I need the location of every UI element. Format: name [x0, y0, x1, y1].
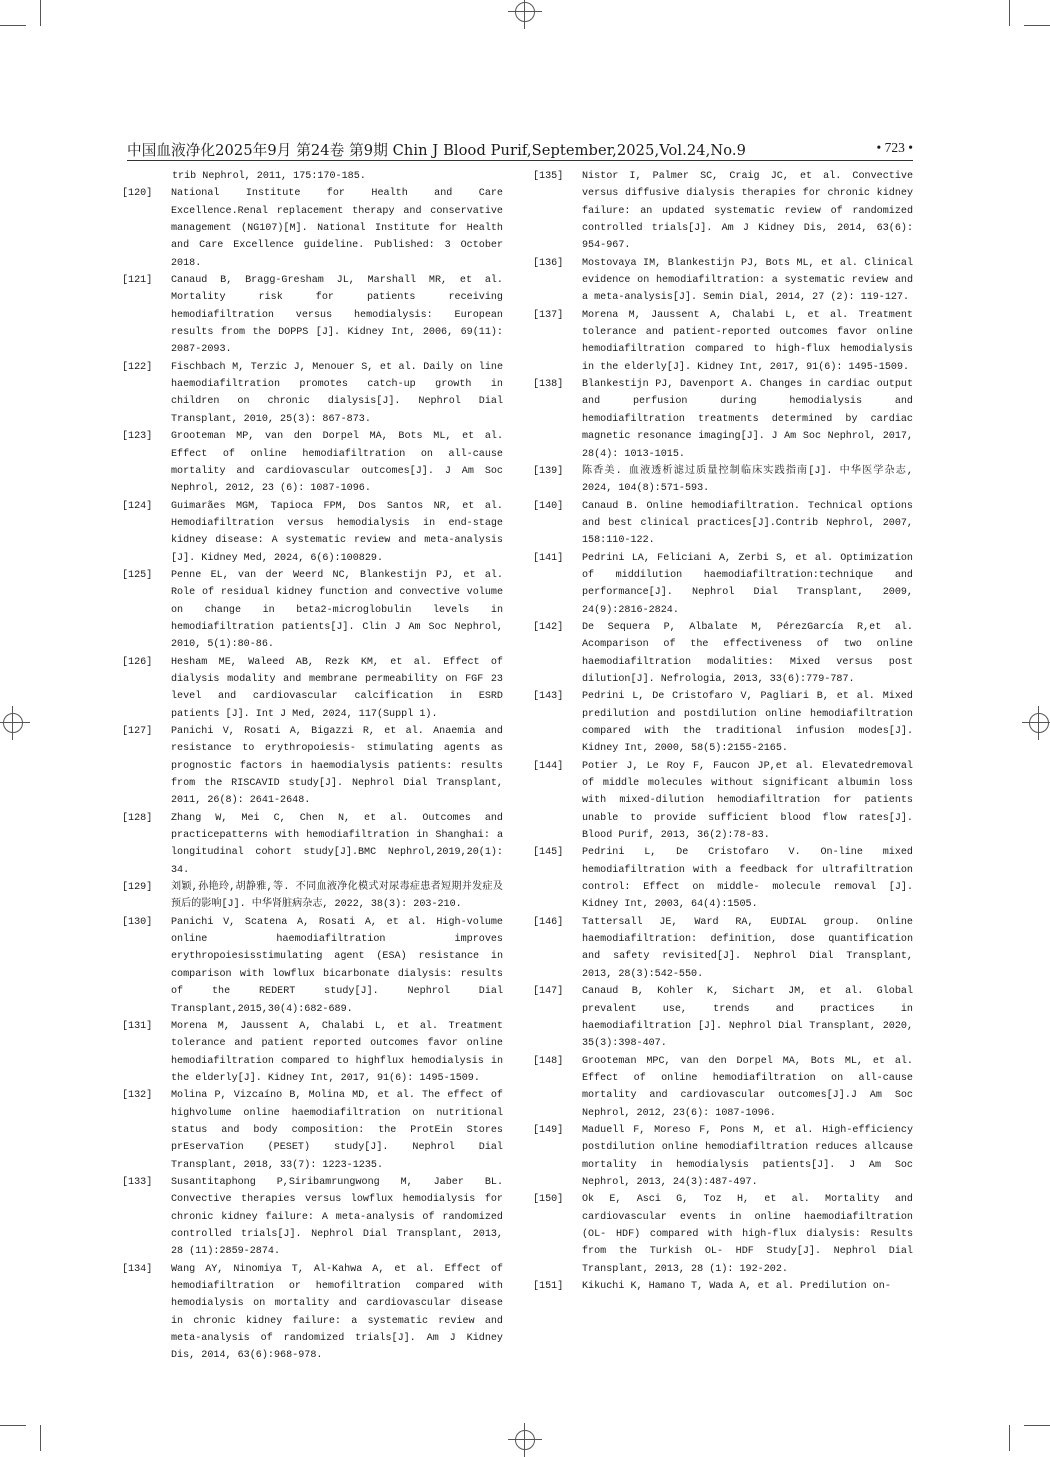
- reference-item: [533, 758, 913, 845]
- reference-text: Morena M, Jaussent A, Chalabi L, et al. Treatment tolerance and patient-reported outcomes favor online hemodiafiltration compared to high-flux hemodialysis in the elderly[J]. Kidney Int, 2017, 91(6): 1495-1509.: [582, 309, 913, 373]
- reference-number: [120]: [122, 188, 153, 200]
- reference-item: [122, 1018, 503, 1087]
- reference-text: Ok E, Asci G, Toz H, et al. Mortality and cardiovascular events in online haemodiafiltration (OL- HDF) compared with high-flux dialysis: Results from the Turkish OL- HDF Study[J]. Nephrol Dial Transplant, 2013, 28 (1): 192-202.: [582, 1194, 913, 1275]
- reference-text: Canaud B. Online hemodiafiltration. Technical options and best clinical practices[J].Contrib Nephrol, 2007, 158:110-122.: [582, 500, 913, 547]
- reference-item: [122, 654, 503, 723]
- reference-text: Grooteman MPC, van den Dorpel MA, Bots ML, et al. Effect of online hemodiafiltration on all-cause mortality and cardiovascular outcomes[J].J Am Soc Nephrol, 2012, 23(6): 1087-1096.: [582, 1055, 913, 1119]
- registration-mark: [508, 1423, 542, 1457]
- reference-item: [533, 1122, 913, 1191]
- reference-item: [122, 810, 503, 879]
- reference-text: Pedrini L, De Cristofaro V. On-line mixed hemodiafiltration with a feedback for ultrafiltration control: Effect on middle- molecule removal [J]. Kidney Int, 2003, 64(4):1505.: [582, 847, 913, 911]
- reference-number: [133]: [122, 1176, 153, 1188]
- reference-item: [122, 359, 503, 428]
- crop-mark: [0, 25, 26, 26]
- reference-text: Fischbach M, Terzic J, Menouer S, et al. Daily on line haemodiafiltration promotes catch-up growth in children on chronic dialysis[J]. Nephrol Dial Transplant, 2010, 25(3): 867-873.: [171, 361, 503, 425]
- crop-mark: [40, 0, 41, 26]
- reference-number: [151]: [533, 1281, 564, 1292]
- reference-text: Penne EL, van der Weerd NC, Blankestijn PJ, et al. Role of residual kidney function and convective volume on change in beta2-microglobulin levels in hemodiafiltration patients[J]. Clin J Am Soc Nephrol, 2010, 5(1):80-86.: [171, 569, 503, 651]
- reference-text: Guimarães MGM, Tapioca FPM, Dos Santos NR, et al. Hemodiafiltration versus hemodialysis in end-stage kidney disease: A systematic review and meta-analysis [J]. Kidney Med, 2024, 6(6):100829.: [171, 500, 503, 564]
- reference-text: Pedrini LA, Feliciani A, Zerbi S, et al. Optimization of middilution haemodiafiltration:technique and performance[J]. Nephrol Dial Transplant, 2009, 24(9):2816-2824.: [582, 552, 913, 616]
- reference-number: [123]: [122, 431, 153, 443]
- reference-number: [147]: [533, 986, 564, 998]
- crop-mark: [1009, 1425, 1010, 1451]
- reference-number: [139]: [533, 465, 564, 477]
- reference-number: [131]: [122, 1020, 153, 1032]
- reference-item: [122, 428, 503, 497]
- crop-mark: [0, 1425, 26, 1426]
- reference-text: Blankestijn PJ, Davenport A. Changes in cardiac output and perfusion during hemodialysis and hemodiafiltration treatments determined by cardiac magnetic resonance imaging[J]. J Am Soc Nephrol, 2017, 28(4): 1013-1015.: [582, 379, 913, 460]
- reference-text: Panichi V, Scatena A, Rosati A, et al. High-volume online haemodiafiltration improves erythropoiesisstimulating agent (ESA) resistance in comparison with lowflux bicarbonate dialysis: results of the REDERT study[J]. Nephrol Dial Transplant,2015,30(4):682-689.: [171, 916, 503, 1015]
- reference-text: Tattersall JE, Ward RA, EUDIAL group. Online haemodiafiltration: definition, dose quantification and safety revisited[J]. Nephrol Dial Transplant, 2013, 28(3):542-550.: [582, 916, 913, 980]
- reference-text: Nistor I, Palmer SC, Craig JC, et al. Convective versus diffusive dialysis therapies for chronic kidney failure: an updated systematic review of randomized controlled trials[J]. Am J Kidney Dis, 2014, 63(6): 954-967.: [582, 171, 913, 252]
- running-header: [127, 139, 913, 163]
- reference-text: 刘颖,孙艳玲,胡静雅,等. 不同血液净化模式对尿毒症患者短期并发症及预后的影响[J]. 中华肾脏病杂志, 2022, 38(3): 203-210.: [171, 882, 503, 911]
- reference-text: Zhang W, Mei C, Chen N, et al. Outcomes and practicepatterns with hemodiafiltration in Shanghai: a longitudinal cohort study[J].BMC Nephrol,2019,20(1): 34.: [171, 812, 503, 876]
- reference-item: [533, 376, 913, 463]
- reference-item: [533, 168, 913, 255]
- reference-number: [146]: [533, 916, 564, 928]
- reference-number: [126]: [122, 656, 153, 668]
- reference-number: [122]: [122, 361, 153, 373]
- reference-item: [122, 914, 503, 1018]
- reference-text: Grooteman MP, van den Dorpel MA, Bots ML, et al. Effect of online hemodiafiltration on all-cause mortality and cardiovascular outcomes[J]. J Am Soc Nephrol, 2012, 23 (6): 1087-1096.: [171, 431, 503, 495]
- left-reference-column: [122, 168, 503, 1365]
- reference-item: [533, 914, 913, 983]
- reference-number: [150]: [533, 1194, 564, 1206]
- reference-item: [122, 272, 503, 359]
- reference-item: [122, 567, 503, 654]
- reference-text: Canaud B, Bragg-Gresham JL, Marshall MR, et al. Mortality risk for patients receiving hemodiafiltration versus hemodialysis: European results from the DOPPS [J]. Kidney Int, 2006, 69(11): 2087-2093.: [171, 275, 503, 356]
- crop-mark: [40, 1425, 41, 1451]
- crop-mark: [1024, 25, 1050, 26]
- reference-item: [533, 1053, 913, 1122]
- reference-text: National Institute for Health and Care Excellence.Renal replacement therapy and conservative management (NG107)[M]. National Institute for Health and Care Excellence guideline. Published: 3 October 2018.: [171, 188, 503, 269]
- reference-number: [128]: [122, 812, 153, 824]
- reference-text: Morena M, Jaussent A, Chalabi L, et al. Treatment tolerance and patient reported outcomes favor online hemodiafiltration compared to highflux hemodialysis in the elderly[J]. Kidney Int, 2017, 91(6): 1495-1509.: [171, 1020, 503, 1084]
- reference-text: Hesham ME, Waleed AB, Rezk KM, et al. Effect of dialysis modality and membrane permeability on FGF 23 level and cardiovascular calcification in ESRD patients [J]. Int J Med, 2024, 117(Suppl 1).: [171, 656, 503, 720]
- reference-text: Susantitaphong P,Siribamrungwong M, Jaber BL. Convective therapies versus lowflux hemodialysis for chronic kidney failure: A meta-analysis of randomized controlled trials[J]. Nephrol Dial Transplant, 2013, 28 (11):2859-2874.: [171, 1176, 503, 1258]
- reference-item: [533, 983, 913, 1052]
- crop-mark: [1009, 0, 1010, 26]
- reference-number: [144]: [533, 760, 564, 772]
- registration-mark: [1022, 706, 1050, 740]
- reference-text: trib Nephrol, 2011, 175:170-185.: [172, 171, 366, 182]
- reference-text: De Sequera P, Albalate M, PérezGarcía R,et al. Acomparison of the effectiveness of two online haemodiafiltration modalities: Mixed versus post dilution[J]. Nefrologia, 2013, 33(6):779-787.: [582, 621, 913, 685]
- page-number: • 723 •: [876, 140, 913, 155]
- reference-text: Molina P, Vizcaíno B, Molina MD, et al. The effect of highvolume online haemodiafiltration on nutritional status and body composition: the ProtEin Stores prEservaTion (PESET) study[J]. Nephrol Dial Transplant, 2018, 33(7): 1223-1235.: [171, 1090, 503, 1171]
- reference-item: [533, 463, 913, 498]
- reference-number: [121]: [122, 275, 153, 287]
- journal-title: 中国血液净化2025年9月 第24卷 第9期 Chin J Blood Purif,September,2025,Vol.24,No.9: [127, 142, 747, 159]
- registration-mark: [508, 0, 542, 29]
- reference-item: [533, 307, 913, 376]
- reference-item: [533, 550, 913, 619]
- reference-number: [141]: [533, 552, 564, 564]
- reference-item: [533, 844, 913, 913]
- reference-item: [122, 1261, 503, 1365]
- reference-number: [134]: [122, 1263, 153, 1275]
- reference-number: [149]: [533, 1124, 564, 1136]
- reference-item: [533, 688, 913, 757]
- reference-text: Maduell F, Moreso F, Pons M, et al. High-efficiency postdilution online hemodiafiltration reduces allcause mortality in hemodialysis patients[J]. J Am Soc Nephrol, 2013, 24(3):487-497.: [582, 1124, 913, 1188]
- reference-item: [533, 255, 913, 307]
- reference-item: [122, 879, 503, 914]
- reference-text: Pedrini L, De Cristofaro V, Pagliari B, et al. Mixed predilution and postdilution online hemodiafiltration compared with the traditional infusion modes[J]. Kidney Int, 2000, 58(5):2155-2165.: [582, 691, 913, 755]
- reference-number: [142]: [533, 621, 564, 633]
- reference-text: Potier J, Le Roy F, Faucon JP,et al. Elevatedremoval of middle molecules without significant albumin loss with mixed-dilution hemodiafiltration for patients unable to provide sufficient blood flow rates[J]. Blood Purif, 2013, 36(2):78-83.: [582, 760, 913, 842]
- reference-number: [130]: [122, 916, 153, 928]
- reference-item: [122, 185, 503, 272]
- reference-number: [127]: [122, 726, 153, 737]
- reference-item: [533, 498, 913, 550]
- reference-number: [136]: [533, 257, 564, 269]
- reference-number: [138]: [533, 379, 564, 391]
- reference-text: Wang AY, Ninomiya T, Al-Kahwa A, et al. Effect of hemodiafiltration or hemofiltration compared with hemodialysis on mortality and cardiovascular disease in chronic kidney failure: a systematic review and meta-analysis of randomized trials[J]. Am J Kidney Dis, 2014, 63(6):968-978.: [171, 1263, 503, 1362]
- reference-text: 陈香美. 血液透析滤过质量控制临床实践指南[J]. 中华医学杂志, 2024, 104(8):571-593.: [582, 465, 913, 495]
- reference-text: Kikuchi K, Hamano T, Wada A, et al. Predilution on-: [582, 1281, 891, 1292]
- reference-number: [125]: [122, 569, 153, 581]
- right-reference-column: [533, 168, 913, 1295]
- reference-item: [533, 1278, 913, 1295]
- reference-number: [143]: [533, 691, 564, 703]
- header-rule: [127, 160, 913, 161]
- reference-item: [122, 498, 503, 567]
- crop-mark: [1024, 1425, 1050, 1426]
- reference-number: [140]: [533, 500, 564, 512]
- reference-text: Canaud B, Kohler K, Sichart JM, et al. Global prevalent use, trends and practices in haemodiafiltration [J]. Nephrol Dial Transplant, 2020, 35(3):398-407.: [582, 986, 913, 1050]
- registration-mark: [0, 706, 30, 740]
- reference-number: [135]: [533, 171, 564, 182]
- reference-number: [148]: [533, 1055, 564, 1067]
- reference-number: [132]: [122, 1090, 153, 1102]
- reference-item: [122, 1087, 503, 1174]
- reference-item: [122, 723, 503, 810]
- reference-text: Panichi V, Rosati A, Bigazzi R, et al. Anaemia and resistance to erythropoiesis- stimulating agents as prognostic factors in haemodialysis patients: results from the RISCAVID study[J]. Nephrol Dial Transplant, 2011, 26(8): 2641-2648.: [171, 726, 503, 807]
- reference-number: [129]: [122, 882, 153, 894]
- reference-continuation: [122, 168, 503, 185]
- reference-text: Mostovaya IM, Blankestijn PJ, Bots ML, et al. Clinical evidence on hemodiafiltration: a systematic review and a meta-analysis[J]. Semin Dial, 2014, 27 (2): 119-127.: [582, 257, 913, 304]
- reference-number: [145]: [533, 847, 564, 859]
- reference-number: [137]: [533, 309, 564, 321]
- reference-number: [124]: [122, 500, 153, 512]
- reference-item: [533, 1191, 913, 1278]
- reference-item: [533, 619, 913, 688]
- reference-item: [122, 1174, 503, 1261]
